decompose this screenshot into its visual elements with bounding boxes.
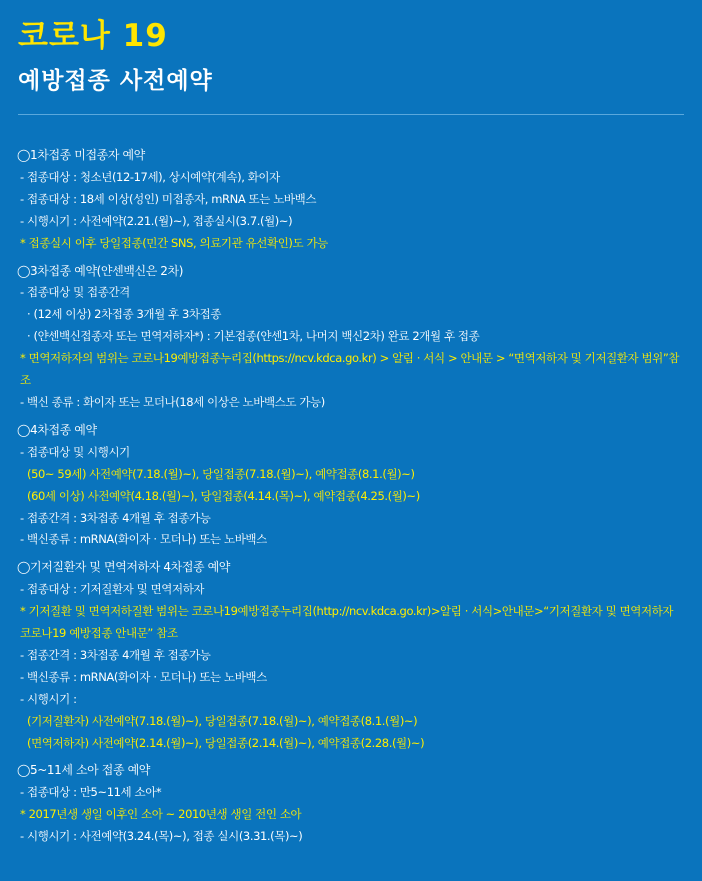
section-heading: ◯기저질환자 및 면역저하자 4차접종 예약 [17, 560, 230, 575]
note-line: (기저질환자) 사전예약(7.18.(월)~), 당일접종(7.18.(월)~), 예약접종(8.1.(월)~) [27, 713, 418, 728]
divider [18, 114, 684, 115]
note-line: * 2017년생 생일 이후인 소아 ~ 2010년생 생일 전인 소아 [20, 807, 302, 822]
detail-line: - 시행시기 : [20, 691, 77, 706]
detail-line: - 접종대상 : 청소년(12-17세), 상시예약(계속), 화이자 [20, 169, 280, 184]
note-line: * 기저질환 및 면역저하질환 범위는 코로나19예방접종누리집(http://ncv.kdca.go.kr)>알림 · 서식>안내문>“기저질환자 및 면역저하자 코로나19 예방접종 안내문” 참조 [20, 604, 674, 641]
notice-content [17, 145, 687, 848]
detail-line: - 시행시기 : 사전예약(2.21.(월)~), 접종실시(3.7.(월)~) [20, 213, 293, 228]
section-heading: ◯1차접종 미접종자 예약 [17, 148, 145, 162]
note-line: (면역저하자) 사전예약(2.14.(월)~), 당일접종(2.14.(월)~), 예약접종(2.28.(월)~) [27, 735, 425, 750]
detail-line: - 시행시기 : 사전예약(3.24.(목)~), 접종 실시(3.31.(목)~) [20, 829, 303, 844]
note-line: * 면역저하자의 범위는 코로나19예방접종누리집(https://ncv.kdca.go.kr) > 알림 · 서식 > 안내문 > “면역저하자 및 기저질환자 범위”참조 [20, 351, 680, 388]
note-line: (60세 이상) 사전예약(4.18.(월)~), 당일접종(4.14.(목)~), 예약접종(4.25.(월)~) [27, 488, 420, 503]
detail-line: - 백신종류 : mRNA(화이자 · 모더나) 또는 노바백스 [20, 669, 267, 684]
detail-line: - 백신 종류 : 화이자 또는 모더나(18세 이상은 노바백스도 가능) [20, 394, 325, 409]
section-heading: ◯5~11세 소아 접종 예약 [17, 763, 150, 778]
detail-line: - 접종대상 및 시행시기 [20, 444, 130, 459]
note-line: (50~ 59세) 사전예약(7.18.(월)~), 당일접종(7.18.(월)~), 예약접종(8.1.(월)~) [27, 466, 415, 481]
detail-line: - 접종간격 : 3차접종 4개월 후 접종가능 [20, 647, 211, 662]
page-title: 코로나 19 [18, 18, 168, 54]
notice-section [17, 145, 687, 255]
detail-line: - 접종대상 : 18세 이상(성인) 미접종자, mRNA 또는 노바백스 [20, 191, 317, 206]
notice-section [17, 557, 687, 754]
detail-line: · (얀센백신접종자 또는 면역저하자*) : 기본접종(얀센1차, 나머지 백신2차) 완료 2개월 후 접종 [27, 329, 480, 344]
notice-section [17, 261, 687, 414]
detail-line: - 백신종류 : mRNA(화이자 · 모더나) 또는 노바백스 [20, 532, 267, 547]
page-subtitle: 예방접종 사전예약 [18, 68, 213, 94]
detail-line: · (12세 이상) 2차접종 3개월 후 3차접종 [27, 307, 222, 322]
detail-line: - 접종대상 : 만5~11세 소아* [20, 785, 162, 800]
note-line: * 접종실시 이후 당일접종(민간 SNS, 의료기관 유선확인)도 가능 [20, 235, 328, 250]
detail-line: - 접종대상 및 접종간격 [20, 285, 130, 300]
section-heading: ◯3차접종 예약(얀센백신은 2차) [17, 263, 184, 278]
notice-section [17, 760, 687, 848]
detail-line: - 접종대상 : 기저질환자 및 면역저하자 [20, 582, 205, 597]
notice-section [17, 420, 687, 551]
detail-line: - 접종간격 : 3차접종 4개월 후 접종가능 [20, 510, 211, 525]
section-heading: ◯4차접종 예약 [17, 422, 97, 437]
